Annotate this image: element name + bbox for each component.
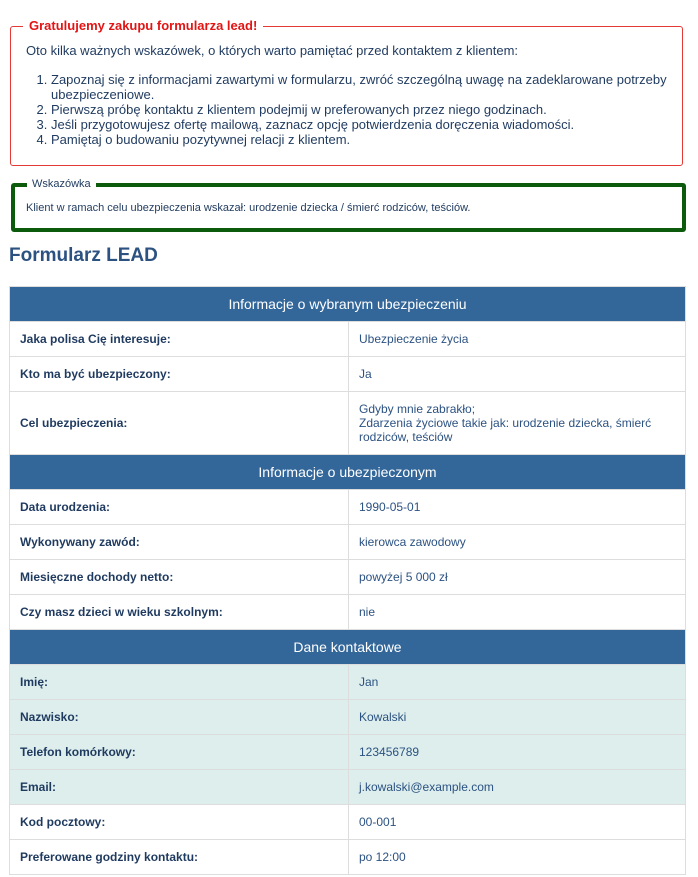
tips-intro: Oto kilka ważnych wskazówek, o których warto pamiętać przed kontaktem z klientem:	[26, 43, 519, 58]
field-value: Ubezpieczenie życia	[349, 322, 686, 357]
hint-box	[11, 178, 686, 232]
form-title: Formularz LEAD	[9, 245, 158, 266]
field-label: Czy masz dzieci w wieku szkolnym:	[10, 595, 349, 630]
table-row	[10, 665, 686, 700]
field-value: 123456789	[349, 735, 686, 770]
field-value: 1990-05-01	[349, 490, 686, 525]
congratulations-box	[10, 18, 683, 166]
field-value: Kowalski	[349, 700, 686, 735]
table-row	[10, 560, 686, 595]
tips-list	[11, 72, 691, 147]
hint-title: Wskazówka	[27, 177, 96, 191]
field-value: powyżej 5 000 zł	[349, 560, 686, 595]
tip-item: 4. Pamiętaj o budowaniu pozytywnej relacji z klientem.	[51, 132, 691, 147]
table-row	[10, 525, 686, 560]
section-header-contact	[10, 630, 686, 665]
field-value-line: Gdyby mnie zabrakło;	[359, 402, 476, 416]
table-row	[10, 805, 686, 840]
table-row	[10, 700, 686, 735]
section-header-insurance	[10, 287, 686, 322]
hint-text: Klient w ramach celu ubezpieczenia wskazał: urodzenie dziecka / śmierć rodziców, teściów.	[26, 202, 471, 214]
field-value: nie	[349, 595, 686, 630]
section-header-insured	[10, 455, 686, 490]
field-value	[349, 392, 686, 455]
field-label: Imię:	[10, 665, 349, 700]
field-label: Miesięczne dochody netto:	[10, 560, 349, 595]
table-row	[10, 357, 686, 392]
field-label: Kod pocztowy:	[10, 805, 349, 840]
field-label: Cel ubezpieczenia:	[10, 392, 349, 455]
table-row	[10, 392, 686, 455]
field-value: Ja	[349, 357, 686, 392]
table-row	[10, 490, 686, 525]
tip-item: 3. Jeśli przygotowujesz ofertę mailową, zaznacz opcję potwierdzenia doręczenia wiadomości.	[51, 117, 691, 132]
section-heading: Informacje o ubezpieczonym	[10, 455, 686, 490]
field-label: Preferowane godziny kontaktu:	[10, 840, 349, 875]
table-row	[10, 322, 686, 357]
lead-form-table	[9, 286, 686, 875]
tip-item: 1. Zapoznaj się z informacjami zawartymi w formularzu, zwróć szczególną uwagę na zadeklarowane potrzeby ubezpieczeniowe.	[51, 72, 691, 102]
table-row	[10, 735, 686, 770]
table-row	[10, 770, 686, 805]
table-row	[10, 840, 686, 875]
field-value: po 12:00	[349, 840, 686, 875]
congratulations-title: Gratulujemy zakupu formularza lead!	[23, 18, 263, 34]
field-label: Wykonywany zawód:	[10, 525, 349, 560]
field-label: Jaka polisa Cię interesuje:	[10, 322, 349, 357]
field-value: j.kowalski@example.com	[349, 770, 686, 805]
field-value: 00-001	[349, 805, 686, 840]
section-heading: Informacje o wybranym ubezpieczeniu	[10, 287, 686, 322]
field-label: Data urodzenia:	[10, 490, 349, 525]
section-heading: Dane kontaktowe	[10, 630, 686, 665]
field-value: kierowca zawodowy	[349, 525, 686, 560]
field-label: Email:	[10, 770, 349, 805]
field-value: Jan	[349, 665, 686, 700]
field-label: Nazwisko:	[10, 700, 349, 735]
table-row	[10, 595, 686, 630]
tip-item: 2. Pierwszą próbę kontaktu z klientem podejmij w preferowanych przez niego godzinach.	[51, 102, 691, 117]
field-label: Telefon komórkowy:	[10, 735, 349, 770]
field-label: Kto ma być ubezpieczony:	[10, 357, 349, 392]
field-value-line: Zdarzenia życiowe takie jak: urodzenie dziecka, śmierć rodziców, teściów	[359, 416, 652, 444]
